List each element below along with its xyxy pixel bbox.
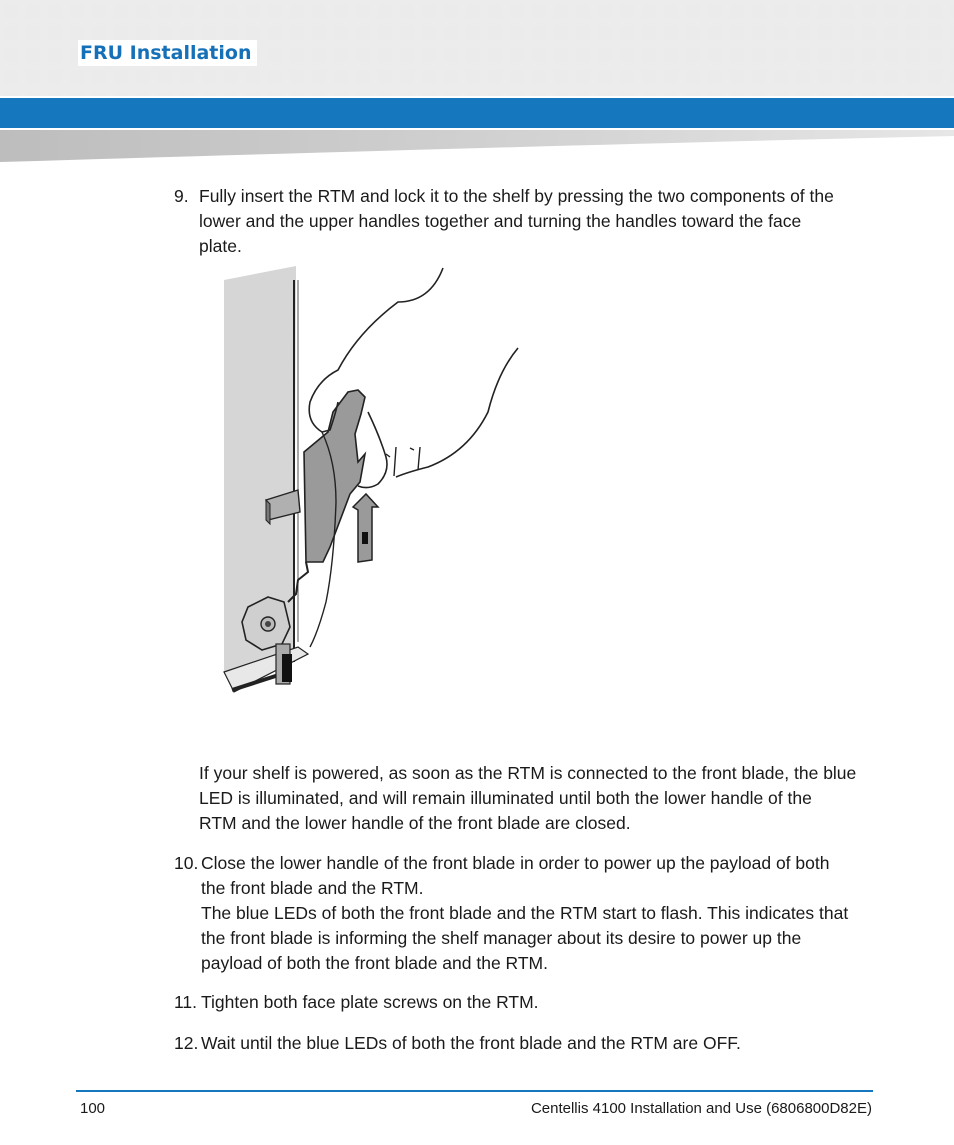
step-text-line: Tighten both face plate screws on the RTM.	[201, 992, 539, 1012]
footer-rule	[76, 1090, 873, 1092]
rtm-handle-illustration	[218, 262, 528, 702]
step-text-line: Wait until the blue LEDs of both the front blade and the RTM are OFF.	[201, 1033, 741, 1053]
step-10	[174, 851, 874, 976]
step-number: 12.	[174, 1033, 199, 1053]
step-text-line: the front blade and the RTM.	[201, 878, 424, 898]
step-9	[174, 184, 874, 259]
step-text-line: plate.	[199, 236, 242, 256]
header-grey-swoosh	[0, 130, 954, 164]
step-text-line: lower and the upper handles together and turning the handles toward the face	[199, 211, 802, 231]
step-12	[174, 1031, 874, 1056]
document-title: Centellis 4100 Installation and Use (6806800D82E)	[530, 1100, 872, 1117]
step-text-line: the front blade is informing the shelf manager about its desire to power up the	[201, 928, 802, 948]
note-line: LED is illuminated, and will remain illuminated until both the lower handle of the	[199, 788, 812, 808]
note-paragraph	[199, 761, 879, 836]
step-text-line: The blue LEDs of both the front blade and the RTM start to flash. This indicates that	[201, 903, 849, 923]
step-11	[174, 990, 874, 1015]
note-line: RTM and the lower handle of the front blade are closed.	[199, 813, 631, 833]
step-number: 9.	[174, 186, 189, 206]
header-blue-bar	[0, 98, 954, 128]
page-title: FRU Installation	[78, 40, 257, 66]
step-text-line: Close the lower handle of the front blade in order to power up the payload of both	[201, 853, 830, 873]
step-number: 11.	[174, 992, 198, 1012]
step-number: 10.	[174, 853, 199, 873]
note-line: If your shelf is powered, as soon as the RTM is connected to the front blade, the blue	[199, 763, 857, 783]
step-text-line: Fully insert the RTM and lock it to the shelf by pressing the two components of the	[199, 186, 834, 206]
page-number: 100	[80, 1100, 106, 1117]
step-text-line: payload of both the front blade and the RTM.	[201, 953, 548, 973]
